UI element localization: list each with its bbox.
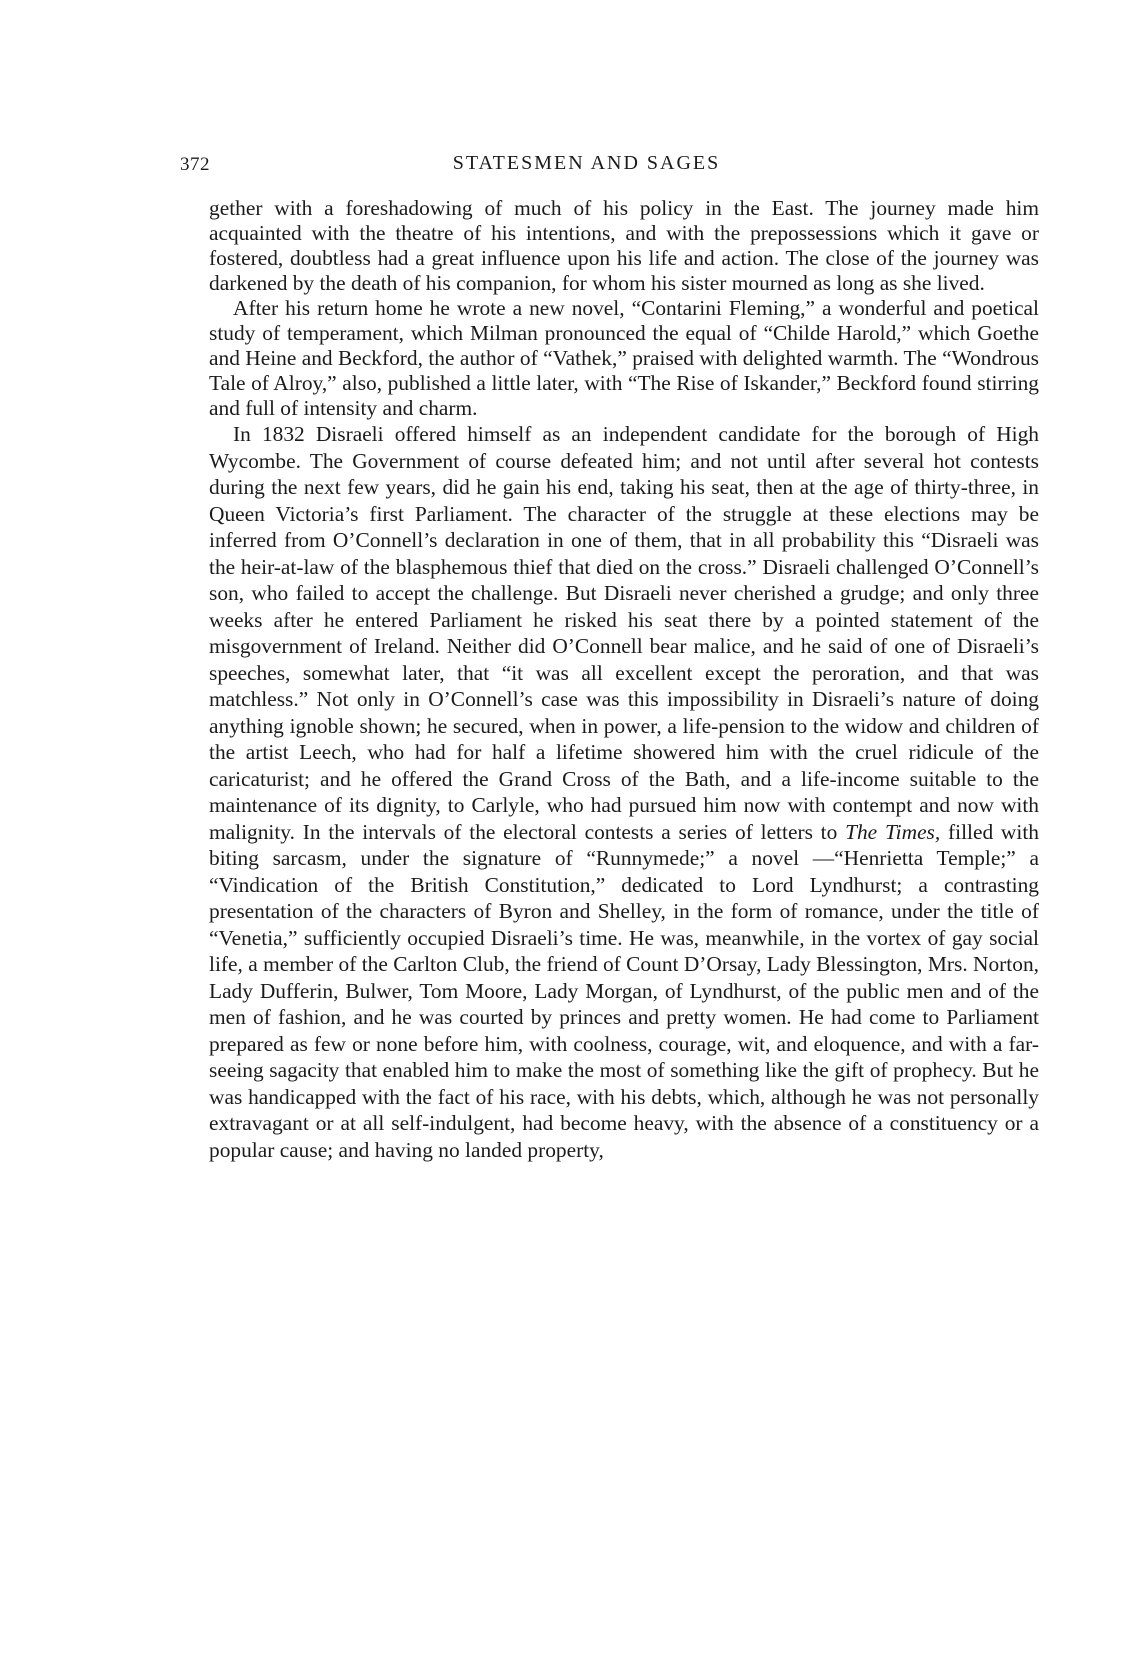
running-title xyxy=(0,152,1137,175)
paragraph: After his return home he wrote a new novel, “Contarini Fleming,” a wonderful and poetical study of temperament, which Milman pronounced the equal of “Childe Harold,” which Goethe and Heine and Beckford, the author of “Vathek,” praised with delighted warmth. The “Wondrous Tale of Alroy,” also, published a little later, with “The Rise of Iskander,” Beckford found stirring and full of intensity and charm. xyxy=(209,296,1039,420)
newspaper-title: The Times, xyxy=(845,819,941,844)
body-text xyxy=(209,196,1039,1163)
paragraph xyxy=(209,421,1039,1163)
page-number: 372 xyxy=(180,154,210,175)
paragraph-continued: gether with a foreshadowing of much of his policy in the East. The journey made him acquainted with the theatre of his intentions, and with the prepossessions which it gave or fostered, doubtless had a great influence upon his life and action. The close of the journey was darkened by the death of his companion, for whom his sister mourned as long as she lived. xyxy=(209,196,1039,295)
paragraph-text: filled with biting sarcasm, under the signature of “Runnymede;” a novel —“Henrietta Temple;” a “Vindication of the British Constitution,” dedicated to Lord Lyndhurst; a contrasting presentation of the characters of Byron and Shelley, in the form of romance, under the title of “Venetia,” sufficiently occupied Disraeli’s time. He was, meanwhile, in the vortex of gay social life, a member of the Carlton Club, the friend of Count D’Orsay, Lady Blessington, Mrs. Norton, Lady Dufferin, Bulwer, Tom Moore, Lady Morgan, of Lyndhurst, of the public men and of the men of fashion, and he was courted by princes and pretty women. He had come to Parliament prepared as few or none before him, with coolness, courage, wit, and eloquence, and with a far-seeing sagacity that enabled him to make the most of something like the gift of prophecy. But he was handicapped with the fact of his race, with his debts, which, although he was not personally extravagant or at all self-indulgent, had become heavy, with the absence of a constituency or a popular cause; and having no landed property, xyxy=(209,819,1039,1162)
paragraph-text: In 1832 Disraeli offered himself as an independent candidate for the borough of High Wycombe. The Government of course defeated him; and not until after several hot contests during the next few years, did he gain his end, taking his seat, then at the age of thirty-three, in Queen Victoria’s first Parliament. The character of the struggle at these elections may be inferred from O’Connell’s declaration in one of them, that in all probability this “Disraeli was the heir-at-law of the blasphemous thief that died on the cross.” Disraeli challenged O’Connell’s son, who failed to accept the challenge. But Disraeli never cherished a grudge; and only three weeks after he entered Parliament he risked his seat there by a pointed statement of the misgovernment of Ireland. Neither did O’Connell bear malice, and he said of one of Disraeli’s speeches, somewhat later, that “it was all excellent except the peroration, and that was matchless.” Not only in O’Connell’s case was this impossibility in Disraeli’s nature of doing anything ignoble shown; he secured, when in power, a life-pension to the widow and children of the artist Leech, who had for half a lifetime showered him with the cruel ridicule of the caricaturist; and he offered the Grand Cross of the Bath, and a life-income suitable to the maintenance of its dignity, to Carlyle, who had pursued him now with contempt and now with malignity. In the intervals of the electoral contests a series of letters to xyxy=(209,422,1039,844)
running-title-text: STATESMEN AND SAGES xyxy=(452,152,721,174)
